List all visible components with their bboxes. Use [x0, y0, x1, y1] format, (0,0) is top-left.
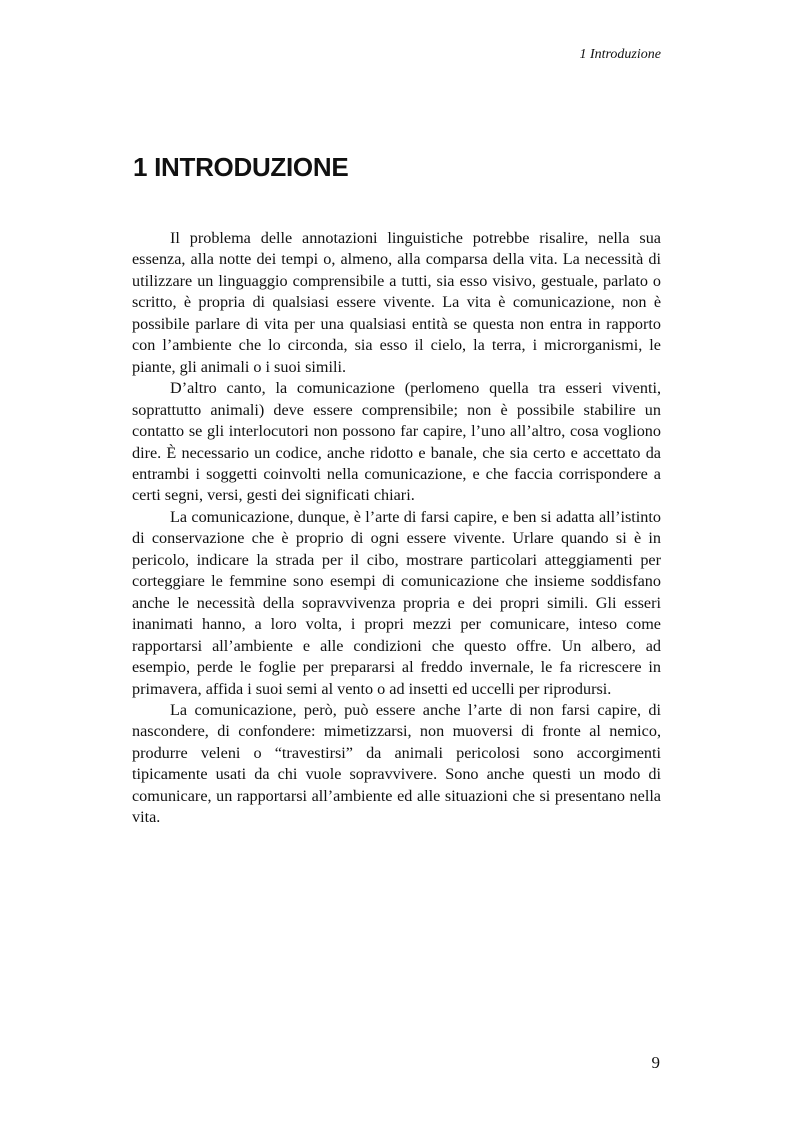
chapter-title: 1 INTRODUZIONE [133, 152, 349, 182]
paragraph-3: La comunicazione, dunque, è l’arte di farsi capire, e ben si adatta all’istinto di conservazione che è proprio di ogni essere vivente. Urlare quando si è in pericolo, indicare la strada per il cibo, mostrare particolari atteggiamenti per corteggiare le femmine sono esempi di comunicazione che insieme soddisfano anche le necessità della sopravvivenza propria e dei propri simili. Gli esseri inanimati hanno, a loro volta, i propri mezzi per comunicare, inteso come rapportarsi all’ambiente e alle condizioni che questo offre. Un albero, ad esempio, perde le foglie per prepararsi al freddo invernale, le fa ricrescere in primavera, affida i suoi semi al vento o ad insetti ed uccelli per riprodursi. [132, 507, 661, 698]
paragraph-2: D’altro canto, la comunicazione (perlomeno quella tra esseri viventi, soprattutto animali) deve essere comprensibile; non è possibile stabilire un contatto se gli interlocutori non possono far capire, l’uno all’altro, cosa vogliono dire. È necessario un codice, anche ridotto e banale, che sia certo e accettato da entrambi i soggetti coinvolti nella comunicazione, e che faccia corrispondere a certi segni, versi, gesti dei significati chiari. [132, 379, 661, 505]
page-number: 9 [651, 1053, 660, 1072]
running-header: 1 Introduzione [579, 47, 661, 62]
body-text [132, 228, 661, 829]
paragraph-4: La comunicazione, però, può essere anche l’arte di non farsi capire, di nascondere, di confondere: mimetizzarsi, non muoversi di fronte al nemico, produrre veleni o “travestirsi” da animali pericolosi sono accorgimenti tipicamente usati da chi vuole sopravvivere. Sono anche questi un modo di comunicare, un rapportarsi all’ambiente ed alle situazioni che si presentano nella vita. [132, 700, 661, 827]
paragraph-1: Il problema delle annotazioni linguistiche potrebbe risalire, nella sua essenza, alla notte dei tempi o, almeno, alla comparsa della vita. La necessità di utilizzare un linguaggio comprensibile a tutti, sia esso visivo, gestuale, parlato o scritto, è propria di qualsiasi essere vivente. La vita è comunicazione, non è possibile parlare di vita per una qualsiasi entità se questa non entra in rapporto con l’ambiente che lo circonda, sia esso il cielo, la terra, i microrganismi, le piante, gli animali o i suoi simili. [132, 229, 661, 376]
